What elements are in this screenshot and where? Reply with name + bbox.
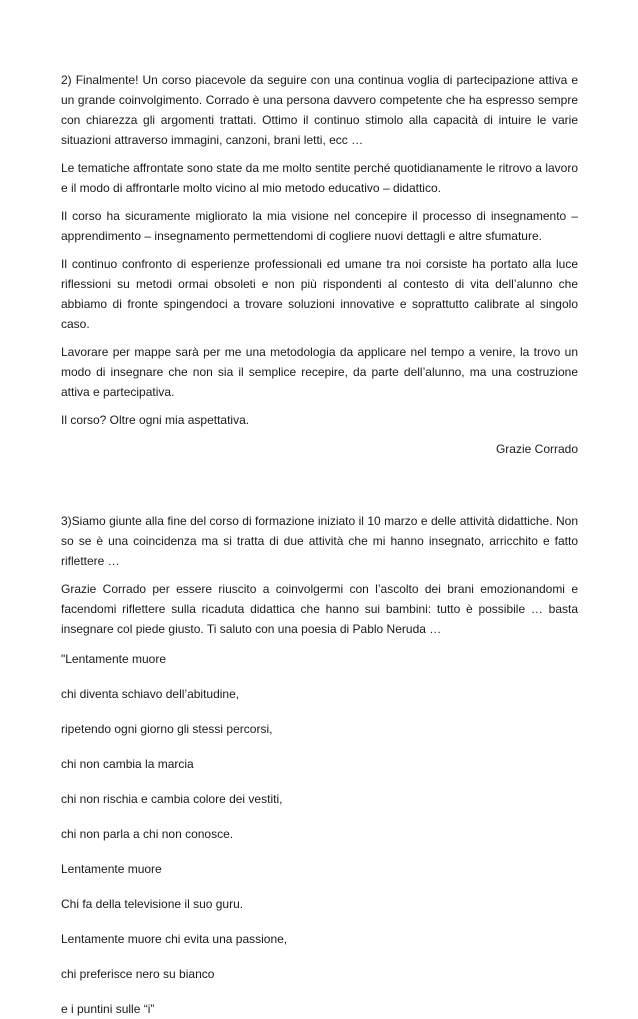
section-3-paragraph-1: 3)Siamo giunte alla fine del corso di formazione iniziato il 10 marzo e delle attività didattiche. Non so se è una coincidenza ma si tratta di due attività che mi hanno insegnato, arricchito e fatto riflettere … (61, 514, 578, 568)
poem (61, 649, 578, 1019)
poem-line: chi non parla a chi non conosce. (61, 827, 234, 841)
section-2 (61, 70, 578, 459)
section-2-paragraph-3: Il corso ha sicuramente migliorato la mia visione nel concepire il processo di insegnamento – apprendimento – insegnamento permettendomi di cogliere nuovi dettagli e altre sfumature. (61, 209, 578, 243)
section-2-paragraph-2: Le tematiche affrontate sono state da me molto sentite perché quotidianamente le ritrovo a lavoro e il modo di affrontarle molto vicino al mio metodo educativo – didattico. (61, 161, 578, 195)
poem-line: Lentamente muore chi evita una passione, (61, 932, 288, 946)
poem-line: e i puntini sulle “i” (61, 1002, 155, 1016)
poem-line: chi diventa schiavo dell’abitudine, (61, 687, 240, 701)
poem-line: Chi fa della televisione il suo guru. (61, 897, 244, 911)
section-3-paragraph-2: Grazie Corrado per essere riuscito a coinvolgermi con l’ascolto dei brani emozionandomi e facendomi riflettere sulla ricaduta didattica che hanno sui bambini: tutto è possibile … basta insegnare col piede giusto. Ti saluto con una poesia di Pablo Neruda … (61, 582, 578, 636)
poem-line: chi non rischia e cambia colore dei vestiti, (61, 792, 283, 806)
poem-line: Lentamente muore (61, 862, 162, 876)
poem-line: chi preferisce nero su bianco (61, 967, 215, 981)
document-body (61, 70, 578, 1019)
poem-line: "Lentamente muore (61, 652, 166, 666)
section-2-signature: Grazie Corrado (495, 442, 578, 456)
poem-line: ripetendo ogni giorno gli stessi percorsi, (61, 722, 273, 736)
section-2-paragraph-6: Il corso? Oltre ogni mia aspettativa. (61, 413, 250, 427)
section-2-paragraph-1: 2) Finalmente! Un corso piacevole da seguire con una continua voglia di partecipazione attiva e un grande coinvolgimento. Corrado è una persona davvero competente che ha espresso sempre con chiarezza gli argomenti trattati. Ottimo il continuo stimolo alla capacità di intuire le varie situazioni attraverso immagini, canzoni, brani letti, ecc … (61, 73, 578, 147)
section-2-paragraph-5: Lavorare per mappe sarà per me una metodologia da applicare nel tempo a venire, la trovo un modo di insegnare che non sia il semplice recepire, da parte dell’alunno, ma una costruzione attiva e partecipativa. (61, 345, 578, 399)
section-3 (61, 511, 578, 1019)
section-2-paragraph-4: Il continuo confronto di esperienze professionali ed umane tra noi corsiste ha portato alla luce riflessioni su metodi ormai obsoleti e non più rispondenti al contesto di vita dell’alunno che abbiamo di fronte spingendoci a trovare soluzioni innovative e soprattutto calibrate al singolo caso. (61, 257, 578, 331)
poem-line: chi non cambia la marcia (61, 757, 194, 771)
